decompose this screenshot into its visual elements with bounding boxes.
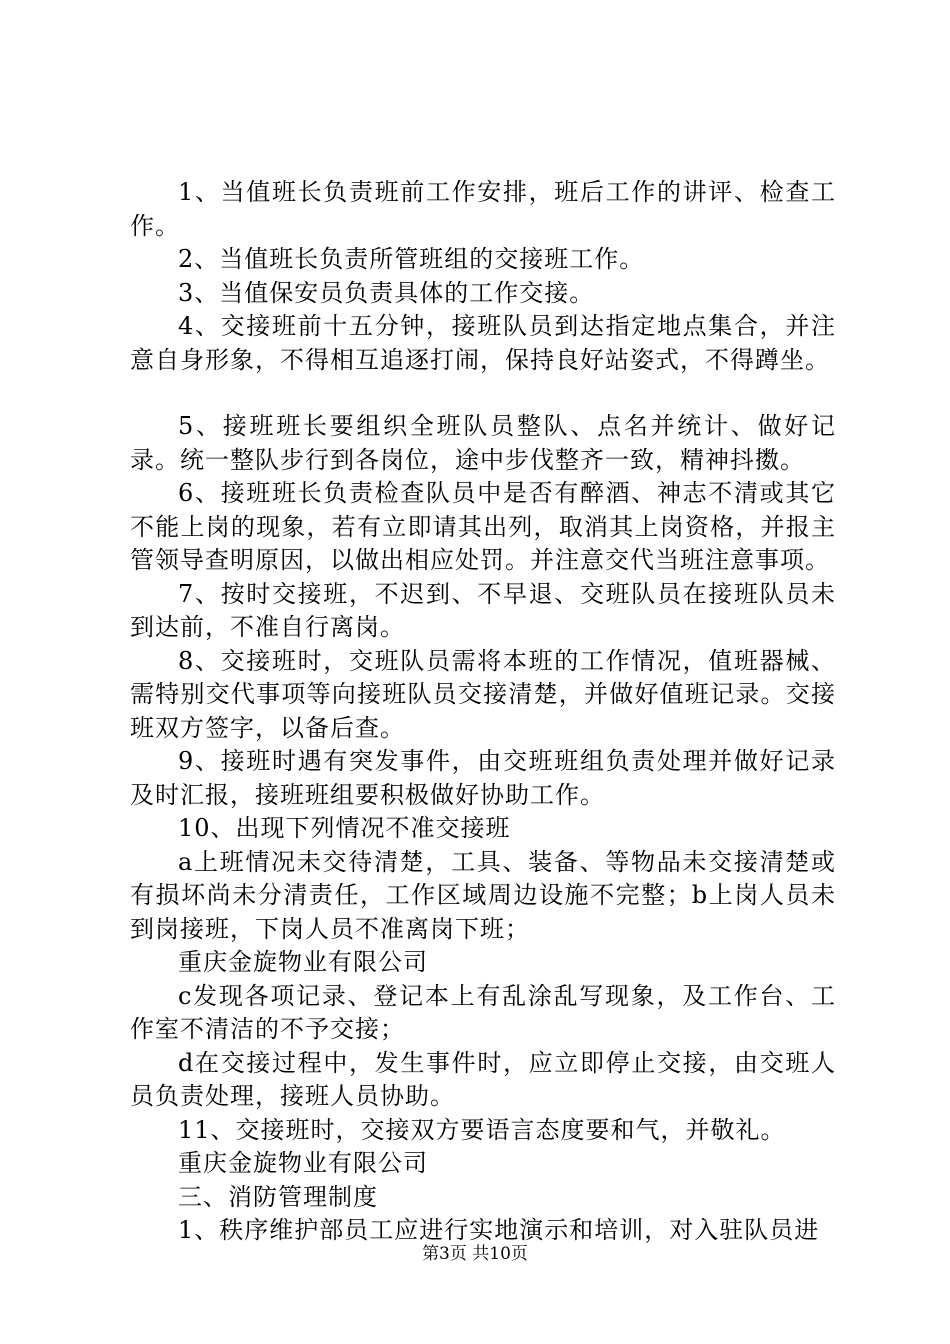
paragraph-1: 1、当值班长负责班前工作安排，班后工作的讲评、检查工作。 bbox=[130, 178, 836, 240]
paragraph-11: 11、交接班时，交接双方要语言态度要和气，并敬礼。 bbox=[178, 1115, 786, 1144]
company-name-line: 重庆金旋物业有限公司 bbox=[178, 948, 428, 976]
paragraph-10c: c发现各项记录、登记本上有乱涂乱写现象，及工作台、工作室不清洁的不予交接； bbox=[130, 981, 836, 1043]
paragraph-section3-1: 1、秩序维护部员工应进行实地演示和培训，对入驻队员进 bbox=[178, 1216, 820, 1244]
paragraph-2: 2、当值班长负责所管班组的交接班工作。 bbox=[178, 245, 645, 273]
paragraph-6: 6、接班班长负责检查队员中是否有醉酒、神志不清或其它不能上岗的现象，若有立即请其出列，取消其上岗资格，并报主管领导查明原因，以做出相应处罚。并注意交代当班注意事项。 bbox=[130, 479, 836, 574]
paragraph-5: 5、接班班长要组织全班队员整队、点名并统计、做好记录。统一整队步行到各岗位，途中步伐整齐一致，精神抖擞。 bbox=[130, 412, 836, 474]
document-body bbox=[130, 176, 836, 1248]
section-heading: 三、消防管理制度 bbox=[178, 1182, 378, 1211]
company-name-line: 重庆金旋物业有限公司 bbox=[178, 1149, 428, 1177]
paragraph-3: 3、当值保安员负责具体的工作交接。 bbox=[178, 278, 595, 307]
page-number-footer: 第3页 共10页 bbox=[422, 1244, 528, 1264]
paragraph-10d: d在交接过程中，发生事件时，应立即停止交接，由交班人员负责处理，接班人员协助。 bbox=[130, 1048, 836, 1110]
paragraph-10a: a上班情况未交待清楚，工具、装备、等物品未交接清楚或有损坏尚未分清责任，工作区域周边设施不完整；b上岗人员未到岗接班，下岗人员不准离岗下班； bbox=[130, 847, 836, 943]
paragraph-7: 7、按时交接班，不迟到、不早退、交班队员在接班队员未到达前，不准自行离岗。 bbox=[130, 579, 836, 641]
paragraph-4: 4、交接班前十五分钟，接班队员到达指定地点集合，并注意自身形象，不得相互追逐打闹，保持良好站姿式，不得蹲坐。 bbox=[130, 312, 836, 374]
paragraph-8: 8、交接班时，交班队员需将本班的工作情况，值班器械、需特别交代事项等向接班队员交接清楚，并做好值班记录。交接班双方签字，以备后查。 bbox=[130, 646, 836, 742]
paragraph-10: 10、出现下列情况不准交接班 bbox=[178, 814, 511, 842]
paragraph-9: 9、接班时遇有突发事件，由交班班组负责处理并做好记录及时汇报，接班班组要积极做好协助工作。 bbox=[130, 747, 836, 809]
